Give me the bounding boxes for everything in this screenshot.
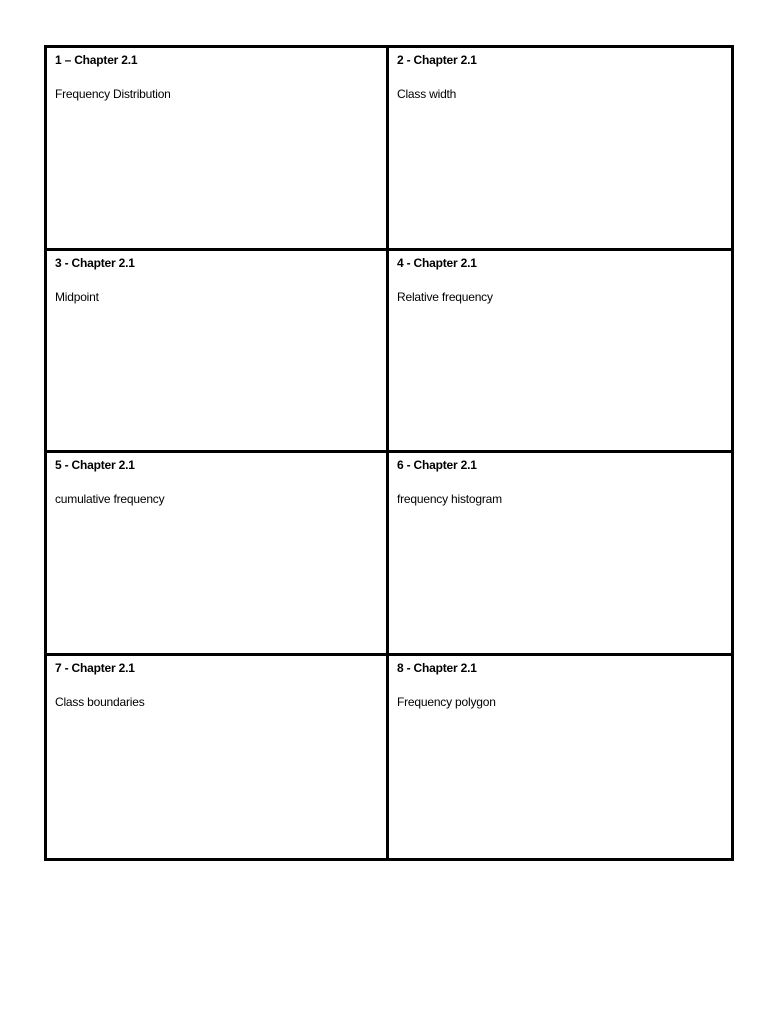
card-term: Class boundaries — [55, 694, 145, 709]
flashcard-4 — [389, 251, 731, 454]
card-heading: 6 - Chapter 2.1 — [397, 458, 477, 472]
flashcard-1 — [47, 48, 389, 251]
card-term: frequency histogram — [397, 492, 502, 506]
card-term: Frequency polygon — [397, 694, 496, 709]
flashcard-3 — [47, 251, 389, 454]
card-term: Frequency Distribution — [55, 87, 171, 101]
flashcard-6 — [389, 453, 731, 656]
card-term: Class width — [397, 87, 457, 101]
card-heading: 4 - Chapter 2.1 — [397, 255, 477, 270]
card-heading: 7 - Chapter 2.1 — [55, 660, 135, 675]
card-term: Midpoint — [55, 289, 99, 304]
card-heading: 5 - Chapter 2.1 — [55, 458, 135, 472]
card-heading: 1 – Chapter 2.1 — [55, 53, 138, 67]
card-heading: 3 - Chapter 2.1 — [55, 255, 135, 270]
card-heading: 8 - Chapter 2.1 — [397, 660, 477, 675]
flashcard-5 — [47, 453, 389, 656]
flashcard-grid — [44, 45, 734, 861]
flashcard-7 — [47, 656, 389, 859]
card-heading: 2 - Chapter 2.1 — [397, 53, 477, 67]
card-term: cumulative frequency — [55, 492, 165, 506]
flashcard-8 — [389, 656, 731, 859]
flashcard-2 — [389, 48, 731, 251]
card-term: Relative frequency — [397, 289, 493, 304]
